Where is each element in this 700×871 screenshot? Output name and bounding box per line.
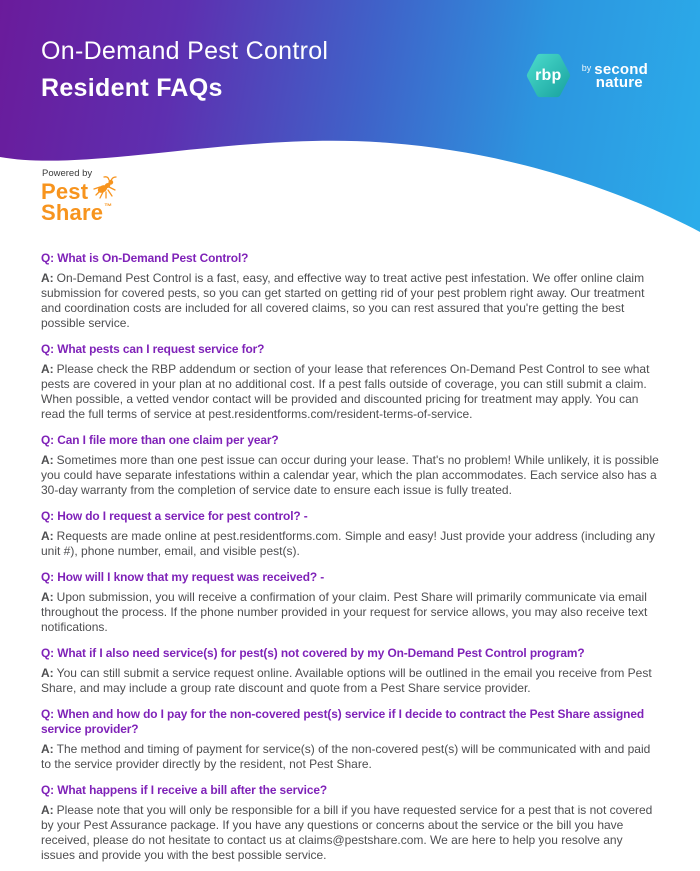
page-title xyxy=(41,38,328,102)
title-line-2: Resident FAQs xyxy=(41,73,223,102)
trademark-symbol: ™ xyxy=(104,202,113,211)
faq-question: Q: What pests can I request service for? xyxy=(41,342,265,356)
faq-question: Q: What is On-Demand Pest Control? xyxy=(41,251,249,265)
faq-question: Q: How do I request a service for pest control? - xyxy=(41,509,308,523)
rbp-hexagon-logo-icon xyxy=(525,52,572,99)
powered-by-label: Powered by xyxy=(42,168,93,179)
faq-item xyxy=(41,251,659,331)
faq-item xyxy=(41,707,659,772)
faq-question: Q: What if I also need service(s) for pest(s) not covered by my On-Demand Pest Control program? xyxy=(41,646,585,660)
rbp-logo-text: rbp xyxy=(535,66,562,84)
by-label: by xyxy=(581,62,592,73)
answer-text: The method and timing of payment for service(s) of the non-covered pest(s) will be communicated with and paid to the service provider directly by the resident, not Pest Share. xyxy=(41,742,651,771)
faq-answer xyxy=(41,453,659,498)
answer-text: Sometimes more than one pest issue can occur during your lease. That's no problem! While unlikely, it is possible you could have separate infestations within a calendar year, which the plan accommodates. Each service also has a 30-day warranty from the completion of service date to ensure each issue is fully treated. xyxy=(41,453,659,497)
faq-question: Q: Can I file more than one claim per year? xyxy=(41,433,279,447)
answer-text: Upon submission, you will receive a confirmation of your claim. Pest Share will primarily communicate via email throughout the process. If the phone number provided in your request for service allows, you may also receive text notifications. xyxy=(41,590,648,634)
faq-answer xyxy=(41,271,659,331)
answer-prefix: A: xyxy=(41,453,54,467)
faq-answer xyxy=(41,742,659,772)
second-nature-wordmark xyxy=(581,60,648,91)
rbp-second-nature-logo xyxy=(525,52,648,99)
brand-word-nature: nature xyxy=(595,73,643,91)
bug-icon xyxy=(93,176,119,200)
answer-prefix: A: xyxy=(41,271,54,285)
answer-prefix: A: xyxy=(41,666,54,680)
answer-text: Please note that you will only be responsible for a bill if you have requested service for a pest that is not covered by your Pest Assurance package. If you have any questions or concerns about the service or the bill you have received, please do not hesitate to contact us at claims@pestshare.com. We are here to help you resolve any issues and provide you with the best possible service. xyxy=(41,803,653,862)
answer-prefix: A: xyxy=(41,742,54,756)
faq-answer xyxy=(41,803,659,863)
faq-answer xyxy=(41,590,659,635)
pest-share-logo xyxy=(41,168,119,223)
answer-prefix: A: xyxy=(41,590,54,604)
faq-list xyxy=(0,237,700,863)
faq-item xyxy=(41,509,659,559)
share-word: Share xyxy=(41,200,104,225)
faq-answer xyxy=(41,362,659,422)
answer-text: Please check the RBP addendum or section of your lease that references On-Demand Pest Control to see what pests are covered in your plan at no additional cost. If a pest falls outside of coverage, you can still submit a claim. When possible, a vetted vendor contact will be provided and discounted pricing for treatment may apply. You can read the full terms of service at pest.residentforms.com/resident-terms-of-service. xyxy=(41,362,650,421)
answer-prefix: A: xyxy=(41,529,54,543)
faq-item xyxy=(41,783,659,863)
answer-prefix: A: xyxy=(41,803,54,817)
title-line-1: On-Demand Pest Control xyxy=(41,37,329,65)
answer-prefix: A: xyxy=(41,362,54,376)
faq-answer xyxy=(41,666,659,696)
faq-question: Q: When and how do I pay for the non-covered pest(s) service if I decide to contract the Pest Share assigned service provider? xyxy=(41,707,645,736)
answer-text: Requests are made online at pest.residentforms.com. Simple and easy! Just provide your address (including any unit #), phone number, email, and visible pest(s). xyxy=(41,529,655,558)
faq-question: Q: How will I know that my request was received? - xyxy=(41,570,325,584)
faq-item xyxy=(41,342,659,422)
faq-answer xyxy=(41,529,659,559)
answer-text: You can still submit a service request online. Available options will be outlined in the email you receive from Pest Share, and may include a group rate discount and quote from a Pest Share service provider. xyxy=(41,666,652,695)
brand-word-second: second xyxy=(594,60,648,78)
faq-item xyxy=(41,433,659,498)
faq-item xyxy=(41,646,659,696)
pest-word: Pest xyxy=(41,179,89,204)
hero-header xyxy=(0,0,700,237)
faq-item xyxy=(41,570,659,635)
answer-text: On-Demand Pest Control is a fast, easy, and effective way to treat active pest infestation. We offer online claim submission for covered pests, so you can get started on getting rid of your pest problem right away. Our treatment and coordination costs are included for all covered claims, so you can rest assured that you're getting the best possible service. xyxy=(41,271,645,330)
faq-question: Q: What happens if I receive a bill after the service? xyxy=(41,783,328,797)
